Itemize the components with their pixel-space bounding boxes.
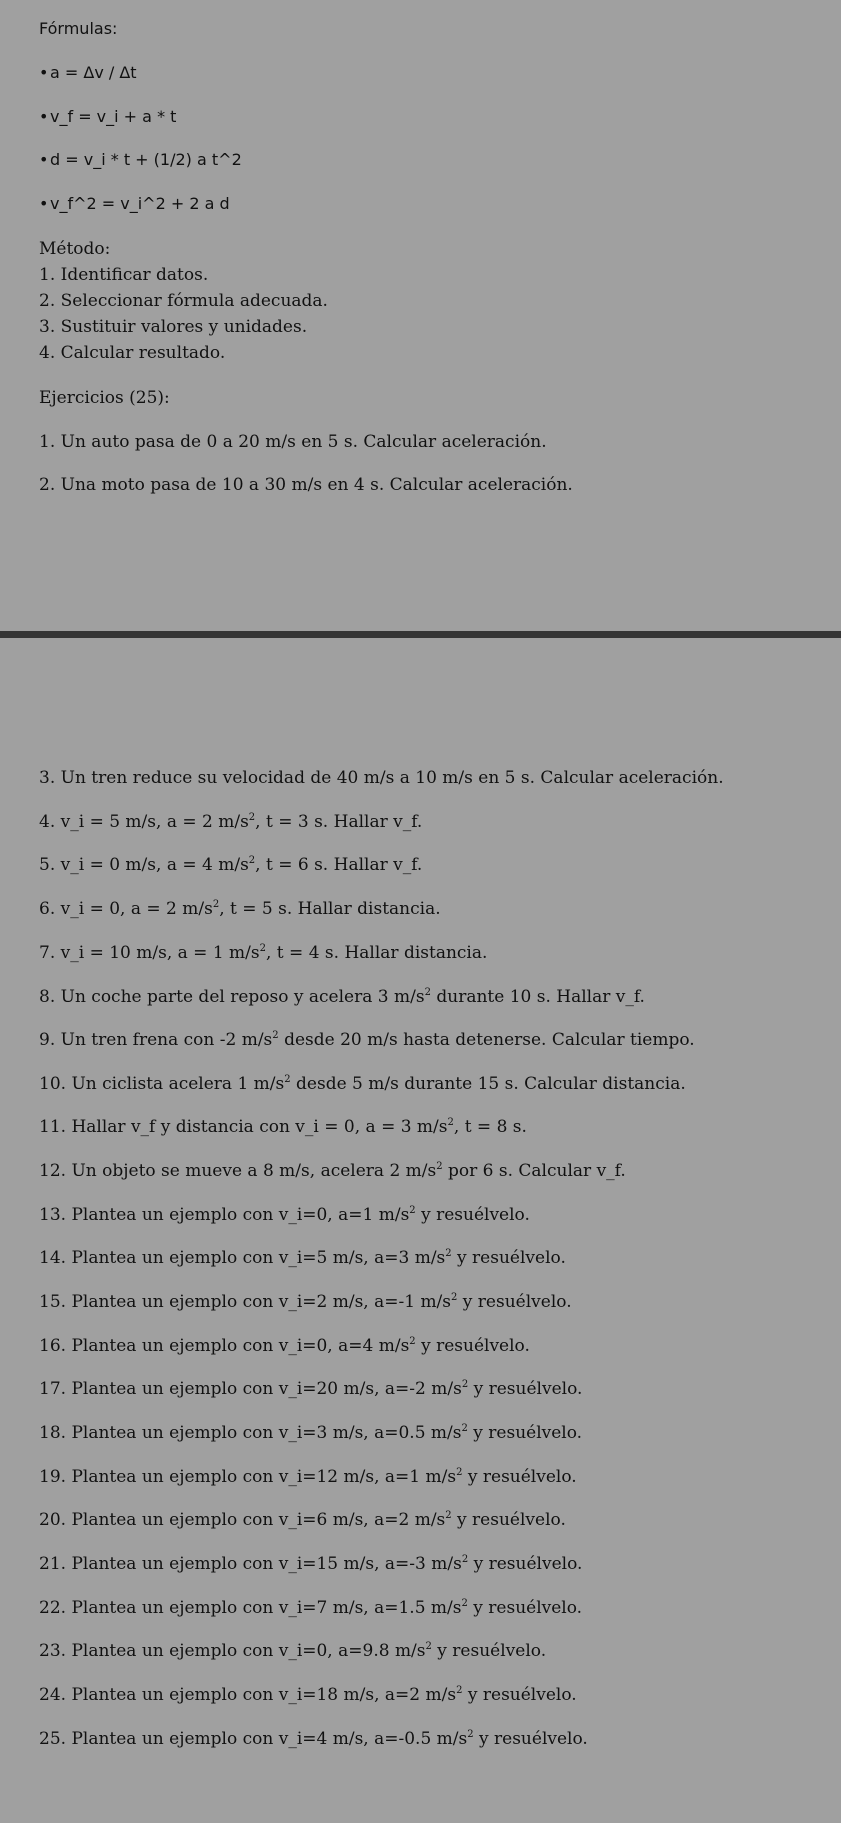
exercise-item: 17. Plantea un ejemplo con v_i=20 m/s, a=-2 $m/s^2$ y resuélvelo. [39, 1379, 583, 1399]
formulas-heading: Fórmulas: [39, 19, 118, 38]
exponent: 2 [467, 1729, 474, 1740]
bullet-icon: • [39, 150, 49, 169]
exponent: 2 [461, 1554, 469, 1565]
exercise-item: 21. Plantea un ejemplo con v_i=15 m/s, a=-3 $m/s^2$ y resuélvelo. [39, 1554, 583, 1574]
exercise-item: 3. Un tren reduce su velocidad de 40 m/s a 10 m/s en 5 s. Calcular aceleración. [39, 768, 724, 788]
method-heading: Método: [39, 239, 111, 259]
exercise-item: 19. Plantea un ejemplo con v_i=12 m/s, a=1 $m/s^2$ y resuélvelo. [39, 1467, 577, 1487]
exercise-item: 13. Plantea un ejemplo con v_i=0, a=1 $m/s^2$ y resuélvelo. [39, 1205, 530, 1225]
exercise-item: 7. v_i = 10 m/s, a = 1 $m/s^2$, t = 4 s. Hallar distancia. [39, 943, 488, 963]
formula-item: •v_f^2 = v_i^2 + 2 a d [39, 194, 230, 213]
exponent: 2 [409, 1205, 416, 1216]
exponent: 2 [248, 855, 256, 866]
exercise-item: 25. Plantea un ejemplo con v_i=4 m/s, a=-0.5 $m/s^2$ y resuélvelo. [39, 1729, 588, 1749]
exponent: 2 [212, 899, 220, 910]
exponent: 2 [447, 1117, 454, 1128]
exercise-item: 2. Una moto pasa de 10 a 30 m/s en 4 s. Calcular aceleración. [39, 475, 573, 495]
page-bottom [0, 638, 841, 1823]
exponent: 2 [445, 1510, 452, 1521]
formula-item: •v_f = v_i + a * t [39, 107, 177, 126]
exercise-item: 23. Plantea un ejemplo con v_i=0, a=9.8 $m/s^2$ y resuélvelo. [39, 1641, 547, 1661]
exponent: 2 [272, 1030, 279, 1041]
exponent: 2 [461, 1598, 468, 1609]
exercise-item: 16. Plantea un ejemplo con v_i=0, a=4 $m/s^2$ y resuélvelo. [39, 1336, 530, 1356]
exponent: 2 [425, 1641, 432, 1652]
method-step: 3. Sustituir valores y unidades. [39, 317, 308, 337]
exponent: 2 [445, 1248, 452, 1259]
exercise-item: 5. v_i = 0 m/s, a = 4 $m/s^2$, t = 6 s. Hallar v_f. [39, 855, 423, 875]
exercise-item: 15. Plantea un ejemplo con v_i=2 m/s, a=-1 $m/s^2$ y resuélvelo. [39, 1292, 572, 1312]
exercises-heading: Ejercicios (25): [39, 388, 170, 408]
bullet-icon: • [39, 107, 49, 126]
exponent: 2 [461, 1423, 468, 1434]
exponent: 2 [259, 943, 266, 954]
exercise-item: 4. v_i = 5 m/s, a = 2 $m/s^2$, t = 3 s. Hallar v_f. [39, 812, 423, 832]
formula-item: •d = v_i * t + (1/2) a t^2 [39, 150, 242, 169]
exponent: 2 [284, 1074, 291, 1085]
exercise-item: 24. Plantea un ejemplo con v_i=18 m/s, a=2 $m/s^2$ y resuélvelo. [39, 1685, 577, 1705]
exponent: 2 [424, 987, 431, 998]
exercise-item: 8. Un coche parte del reposo y acelera 3 $m/s^2$ durante 10 s. Hallar v_f. [39, 987, 645, 1007]
method-step: 4. Calcular resultado. [39, 343, 226, 363]
exponent: 2 [461, 1379, 469, 1390]
exercise-item: 14. Plantea un ejemplo con v_i=5 m/s, a=3 $m/s^2$ y resuélvelo. [39, 1248, 566, 1268]
exponent: 2 [451, 1292, 458, 1303]
exponent: 2 [409, 1336, 416, 1347]
method-step: 1. Identificar datos. [39, 265, 209, 285]
exponent: 2 [248, 812, 256, 823]
page-top [0, 0, 841, 631]
bullet-icon: • [39, 63, 49, 82]
exercise-item: 18. Plantea un ejemplo con v_i=3 m/s, a=0.5 $m/s^2$ y resuélvelo. [39, 1423, 583, 1443]
bullet-icon: • [39, 194, 49, 213]
exercise-item: 20. Plantea un ejemplo con v_i=6 m/s, a=2 $m/s^2$ y resuélvelo. [39, 1510, 566, 1530]
exercise-item: 10. Un ciclista acelera 1 $m/s^2$ desde 5 m/s durante 15 s. Calcular distancia. [39, 1074, 686, 1094]
page-divider [0, 631, 841, 638]
exercise-item: 11. Hallar v_f y distancia con v_i = 0, a = 3 $m/s^2$, t = 8 s. [39, 1117, 527, 1137]
exercise-item: 12. Un objeto se mueve a 8 m/s, acelera 2 $m/s^2$ por 6 s. Calcular v_f. [39, 1161, 626, 1181]
formula-item: •a = Δv / Δt [39, 63, 137, 82]
exercise-item: 6. v_i = 0, a = 2 $m/s^2$, t = 5 s. Hallar distancia. [39, 899, 441, 919]
exponent: 2 [436, 1161, 443, 1172]
exercise-item: 1. Un auto pasa de 0 a 20 m/s en 5 s. Calcular aceleración. [39, 432, 547, 452]
exponent: 2 [456, 1685, 463, 1696]
exponent: 2 [456, 1467, 463, 1478]
method-step: 2. Seleccionar fórmula adecuada. [39, 291, 328, 311]
exercise-item: 9. Un tren frena con -2 $m/s^2$ desde 20 m/s hasta detenerse. Calcular tiempo. [39, 1030, 695, 1050]
exercise-item: 22. Plantea un ejemplo con v_i=7 m/s, a=1.5 $m/s^2$ y resuélvelo. [39, 1598, 583, 1618]
